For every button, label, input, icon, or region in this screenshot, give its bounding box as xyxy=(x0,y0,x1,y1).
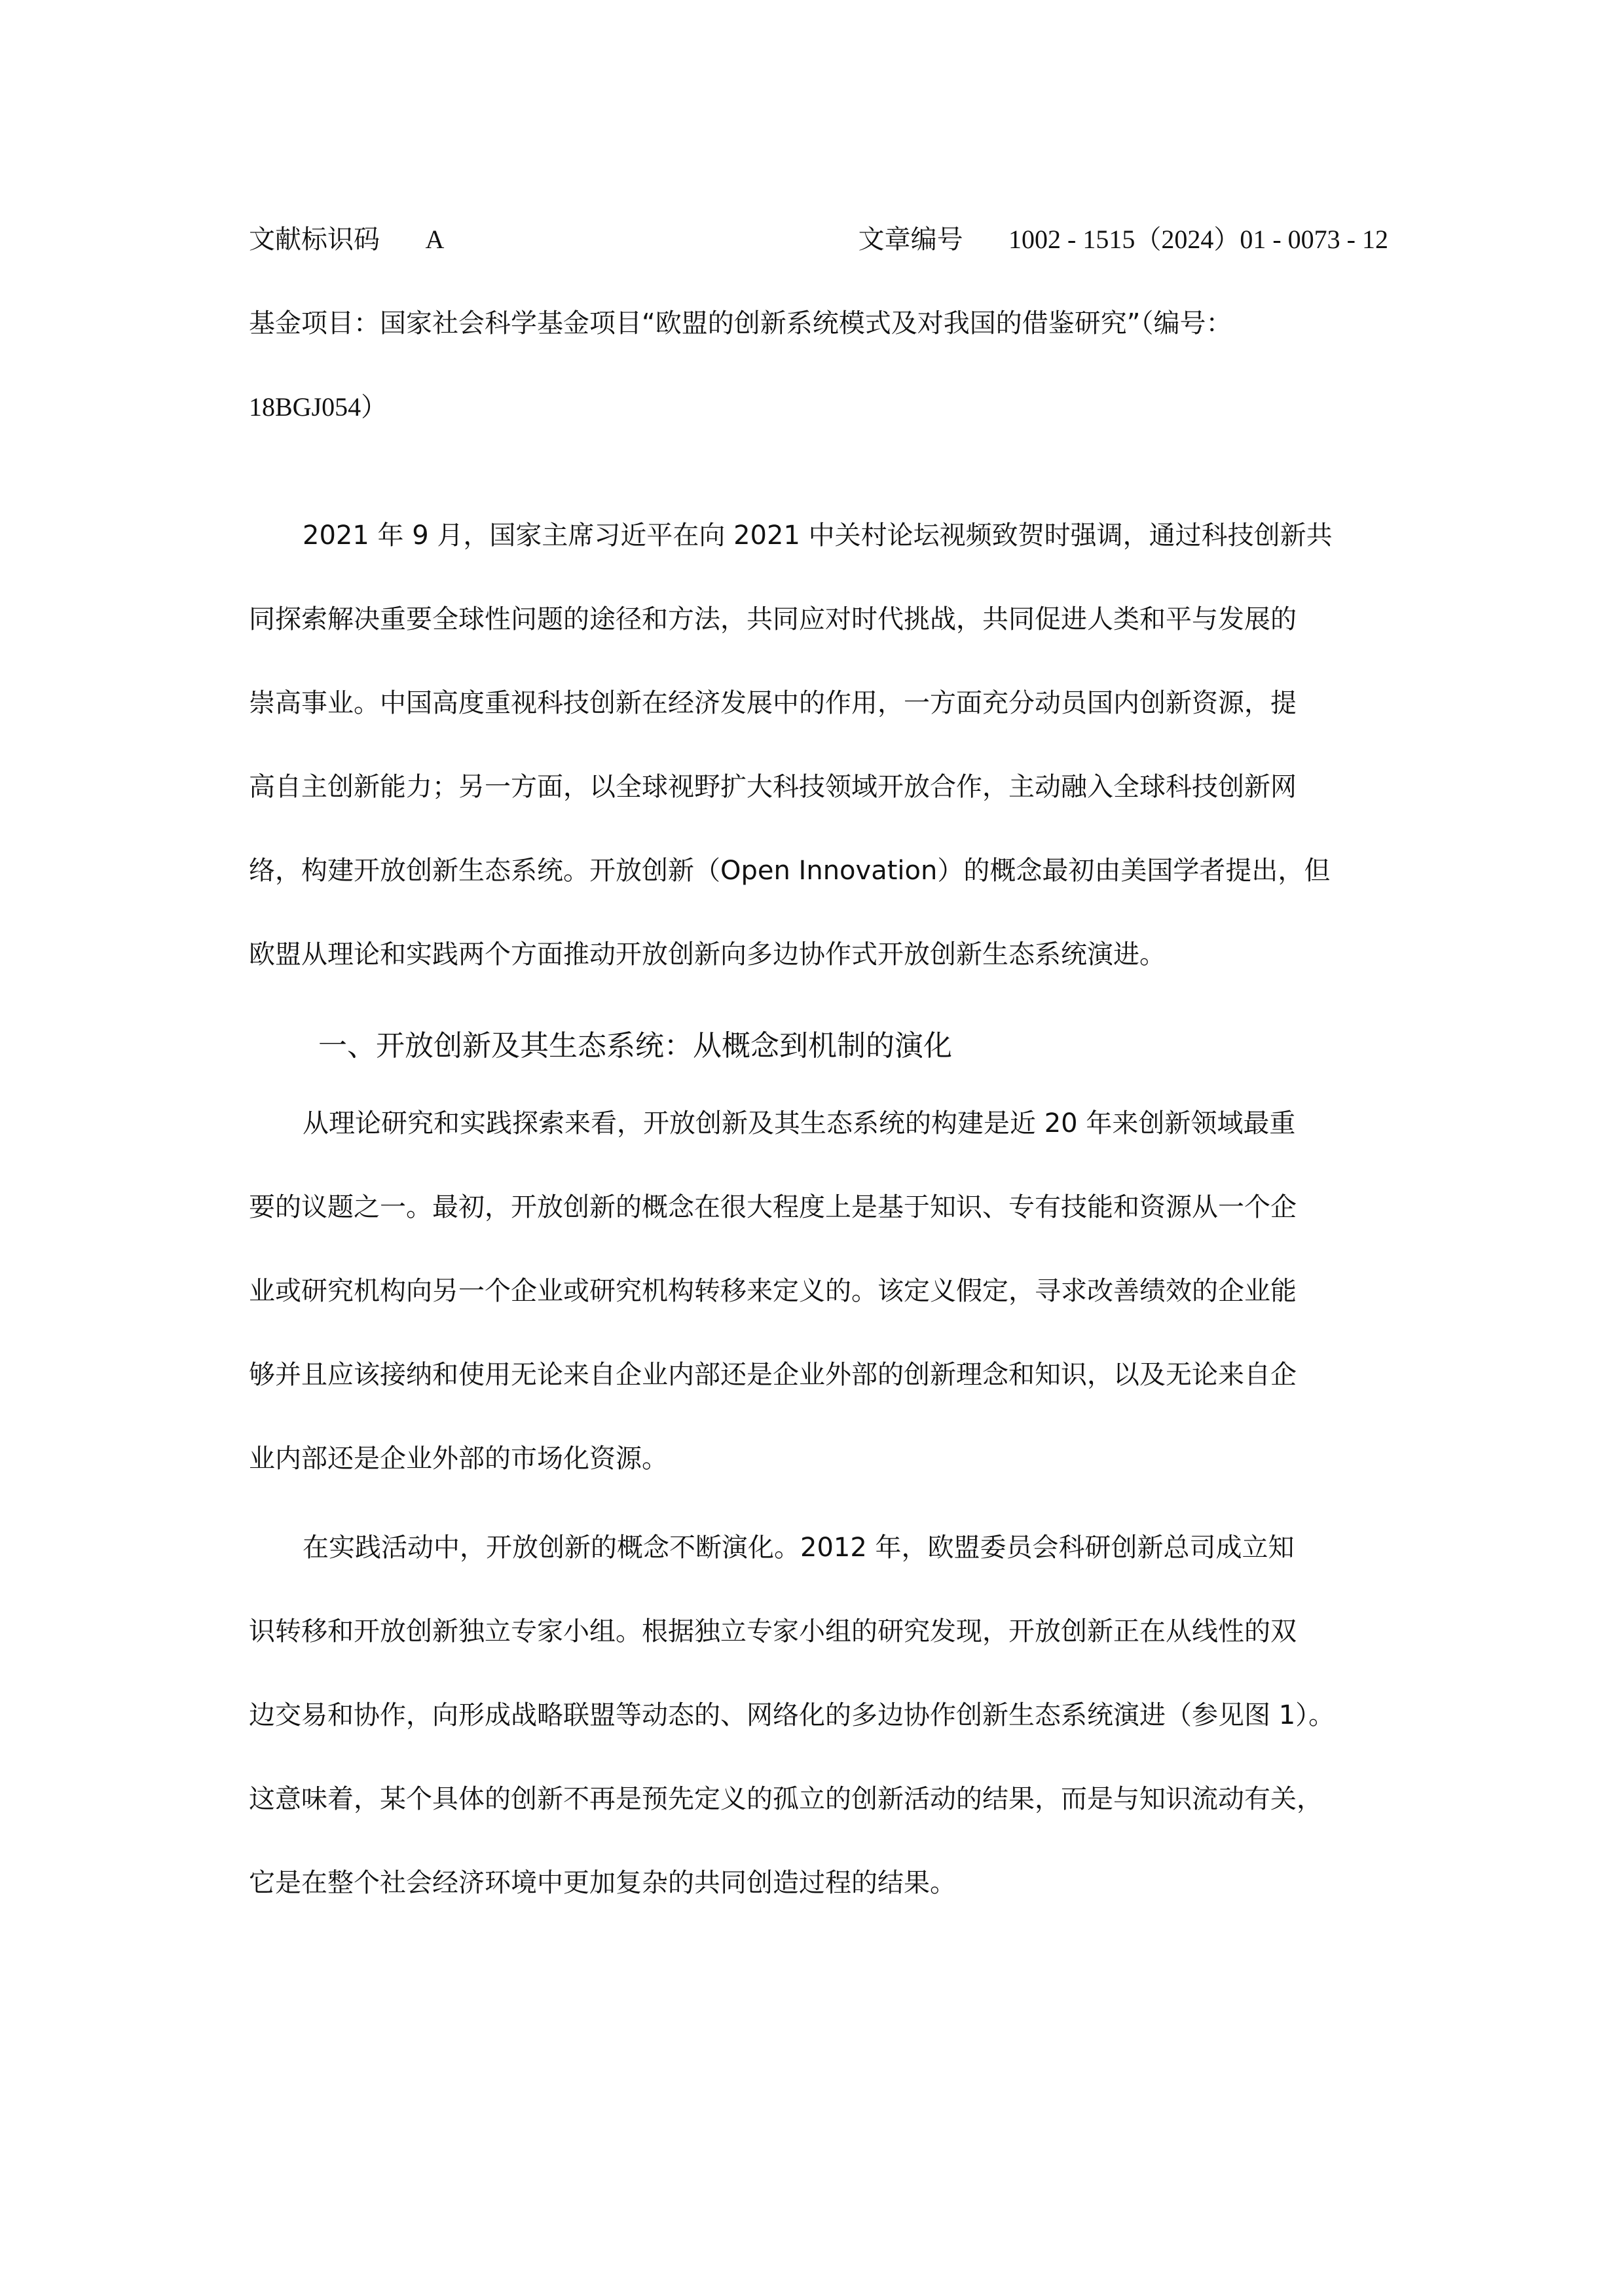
paragraph-3-line: 这意味着，某个具体的创新不再是预先定义的孤立的创新活动的结果，而是与知识流动有关， xyxy=(249,1784,1323,1814)
paragraph-1-line: 络，构建开放创新生态系统。开放创新（Open Innovation）的概念最初由美国学者提出，但 xyxy=(249,856,1331,886)
article-number-label: 文章编号 xyxy=(858,225,963,255)
paragraph-1-line: 2021 年 9 月，国家主席习近平在向 2021 中关村论坛视频致贺时强调，通过科技创新共 xyxy=(303,520,1333,551)
funding-line-1: 基金项目：国家社会科学基金项目“欧盟的创新系统模式及对我国的借鉴研究”（编号： xyxy=(249,308,1232,338)
paragraph-2-line: 业内部还是企业外部的市场化资源。 xyxy=(249,1444,668,1474)
paragraph-1-line: 高自主创新能力；另一方面，以全球视野扩大科技领域开放合作，主动融入全球科技创新网 xyxy=(249,772,1297,802)
doc-code-label: 文献标识码 xyxy=(249,225,380,255)
paragraph-1-line: 崇高事业。中国高度重视科技创新在经济发展中的作用，一方面充分动员国内创新资源，提 xyxy=(249,688,1297,718)
section-heading: 一、开放创新及其生态系统：从概念到机制的演化 xyxy=(318,1029,952,1063)
doc-code xyxy=(249,221,444,258)
paragraph-1-line: 同探索解决重要全球性问题的途径和方法，共同应对时代挑战，共同促进人类和平与发展的 xyxy=(249,604,1297,634)
paragraph-3-line: 它是在整个社会经济环境中更加复杂的共同创造过程的结果。 xyxy=(249,1868,956,1898)
paragraph-3-line: 识转移和开放创新独立专家小组。根据独立专家小组的研究发现，开放创新正在从线性的双 xyxy=(249,1616,1297,1647)
paragraph-2-line: 要的议题之一。最初，开放创新的概念在很大程度上是基于知识、专有技能和资源从一个企 xyxy=(249,1192,1297,1222)
funding-line-2: 18BGJ054） xyxy=(249,392,388,422)
paragraph-3-line: 在实践活动中，开放创新的概念不断演化。2012 年，欧盟委员会科研创新总司成立知 xyxy=(303,1533,1295,1563)
doc-code-value: A xyxy=(425,225,445,254)
paragraph-2-line: 够并且应该接纳和使用无论来自企业内部还是企业外部的创新理念和知识，以及无论来自企 xyxy=(249,1360,1297,1390)
paragraph-1-line: 欧盟从理论和实践两个方面推动开放创新向多边协作式开放创新生态系统演进。 xyxy=(249,939,1166,970)
paragraph-2-line: 从理论研究和实践探索来看，开放创新及其生态系统的构建是近 20 年来创新领域最重 xyxy=(303,1108,1296,1139)
article-number xyxy=(805,221,1388,258)
paragraph-2-line: 业或研究机构向另一个企业或研究机构转移来定义的。该定义假定，寻求改善绩效的企业能 xyxy=(249,1276,1297,1306)
article-number-value: 1002 - 1515（2024）01 - 0073 - 12 xyxy=(1008,225,1388,254)
paragraph-3-line: 边交易和协作，向形成战略联盟等动态的、网络化的多边协作创新生态系统演进（参见图 1）。 xyxy=(249,1700,1335,1730)
